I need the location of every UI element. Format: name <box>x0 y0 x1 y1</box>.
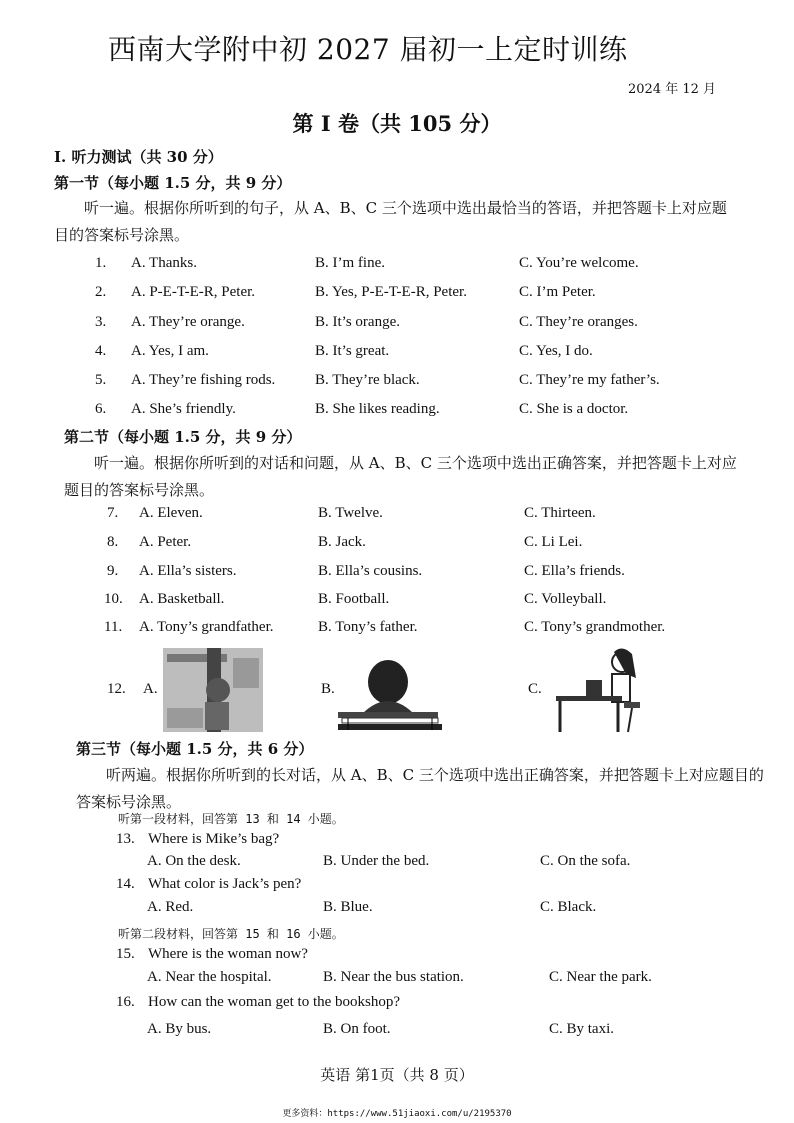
part3-heading: 第三节（每小题 1.5 分，共 6 分） <box>76 740 314 758</box>
exam-date: 2024 年 12 月 <box>628 82 717 97</box>
question-number: 4. <box>95 343 107 359</box>
option-a: A. Basketball. <box>139 591 225 607</box>
option-c: C. Thirteen. <box>524 505 596 521</box>
question-number: 8. <box>107 534 119 550</box>
option-c: C. They’re oranges. <box>519 314 638 330</box>
option-a: A. She’s friendly. <box>131 401 236 417</box>
question-text: How can the woman get to the bookshop? <box>148 994 401 1010</box>
picture-12c <box>556 644 646 734</box>
question-number: 9. <box>107 563 119 579</box>
option-c: C. They’re my father’s. <box>519 372 660 388</box>
option-a: A. They’re orange. <box>131 314 245 330</box>
question-number: 14. <box>116 876 135 892</box>
option-a: A. By bus. <box>147 1021 212 1037</box>
option-c: C. Li Lei. <box>524 534 583 550</box>
option-b: B. It’s orange. <box>315 314 400 330</box>
part1-instruction: 听一遍。根据你所听到的句子，从 A、B、C 三个选项中选出最恰当的答语，并把答题卡上对应题目的答案标号涂黑。 <box>54 199 727 244</box>
option-12c-label: C. <box>528 681 542 697</box>
option-c: C. You’re welcome. <box>519 255 639 271</box>
question-number: 2. <box>95 284 107 300</box>
option-b: B. Ella’s cousins. <box>318 563 423 579</box>
option-c: C. Black. <box>540 899 597 915</box>
part1-heading: 第一节（每小题 1.5 分，共 9 分） <box>54 174 292 192</box>
option-a: A. Ella’s sisters. <box>139 563 237 579</box>
question-number-12: 12. <box>107 681 126 697</box>
option-a: A. Eleven. <box>139 505 203 521</box>
question-number: 13. <box>116 831 135 847</box>
option-c: C. On the sofa. <box>540 853 631 869</box>
option-b: B. I’m fine. <box>315 255 385 271</box>
question-text: Where is the woman now? <box>148 946 308 962</box>
option-c: C. By taxi. <box>549 1021 615 1037</box>
option-b: B. She likes reading. <box>315 401 440 417</box>
page-footer: 英语 第1页（共 8 页） <box>320 1066 474 1084</box>
part3-instruction: 听两遍。根据你所听到的长对话，从 A、B、C 三个选项中选出正确答案，并把答题卡上对应题目的答案标号涂黑。 <box>76 766 764 811</box>
question-number: 5. <box>95 372 107 388</box>
option-a: A. Yes, I am. <box>131 343 209 359</box>
question-number: 10. <box>104 591 123 607</box>
question-number: 15. <box>116 946 135 962</box>
question-number: 7. <box>107 505 119 521</box>
option-b: B. Near the bus station. <box>323 969 464 985</box>
option-c: C. Yes, I do. <box>519 343 593 359</box>
question-text: What color is Jack’s pen? <box>148 876 302 892</box>
question-text: Where is Mike’s bag? <box>148 831 280 847</box>
option-b: B. Football. <box>318 591 390 607</box>
part2-instruction: 听一遍。根据你所听到的对话和问题，从 A、B、C 三个选项中选出正确答案，并把答题卡上对应题目的答案标号涂黑。 <box>64 454 737 499</box>
option-a: A. They’re fishing rods. <box>131 372 276 388</box>
option-12a-label: A. <box>143 681 158 697</box>
option-b: B. Tony’s father. <box>318 619 418 635</box>
listening-note-1: 听第一段材料，回答第 13 和 14 小题。 <box>118 812 344 826</box>
option-c: C. Volleyball. <box>524 591 607 607</box>
option-b: B. Yes, P-E-T-E-R, Peter. <box>315 284 467 300</box>
option-b: B. On foot. <box>323 1021 391 1037</box>
section-heading: I. 听力测试（共 30 分） <box>54 148 223 166</box>
volume-title: 第 I 卷（共 105 分） <box>292 111 502 136</box>
option-c: C. Near the park. <box>549 969 652 985</box>
option-a: A. Near the hospital. <box>147 969 272 985</box>
option-c: C. I’m Peter. <box>519 284 596 300</box>
option-a: A. Tony’s grandfather. <box>139 619 274 635</box>
option-a: A. Red. <box>147 899 194 915</box>
option-b: B. They’re black. <box>315 372 420 388</box>
option-a: A. On the desk. <box>147 853 241 869</box>
exam-title: 西南大学附中初 2027 届初一上定时训练 <box>108 33 628 66</box>
option-a: A. Peter. <box>139 534 192 550</box>
option-c: C. Ella’s friends. <box>524 563 625 579</box>
question-number: 11. <box>104 619 123 635</box>
option-c: C. She is a doctor. <box>519 401 629 417</box>
part2-heading: 第二节（每小题 1.5 分，共 9 分） <box>64 428 302 446</box>
question-number: 16. <box>116 994 135 1010</box>
picture-12b <box>338 656 442 732</box>
option-b: B. Jack. <box>318 534 366 550</box>
option-a: A. P-E-T-E-R, Peter. <box>131 284 256 300</box>
question-number: 1. <box>95 255 107 271</box>
option-12b-label: B. <box>321 681 335 697</box>
option-b: B. Under the bed. <box>323 853 430 869</box>
listening-note-2: 听第二段材料，回答第 15 和 16 小题。 <box>118 927 344 941</box>
option-c: C. Tony’s grandmother. <box>524 619 666 635</box>
option-b: B. Twelve. <box>318 505 383 521</box>
question-number: 3. <box>95 314 107 330</box>
question-number: 6. <box>95 401 107 417</box>
option-a: A. Thanks. <box>131 255 197 271</box>
source-url: 更多资料：https://www.51jiaoxi.com/u/2195370 <box>282 1109 512 1119</box>
option-b: B. Blue. <box>323 899 373 915</box>
option-b: B. It’s great. <box>315 343 390 359</box>
picture-12a <box>163 648 263 732</box>
